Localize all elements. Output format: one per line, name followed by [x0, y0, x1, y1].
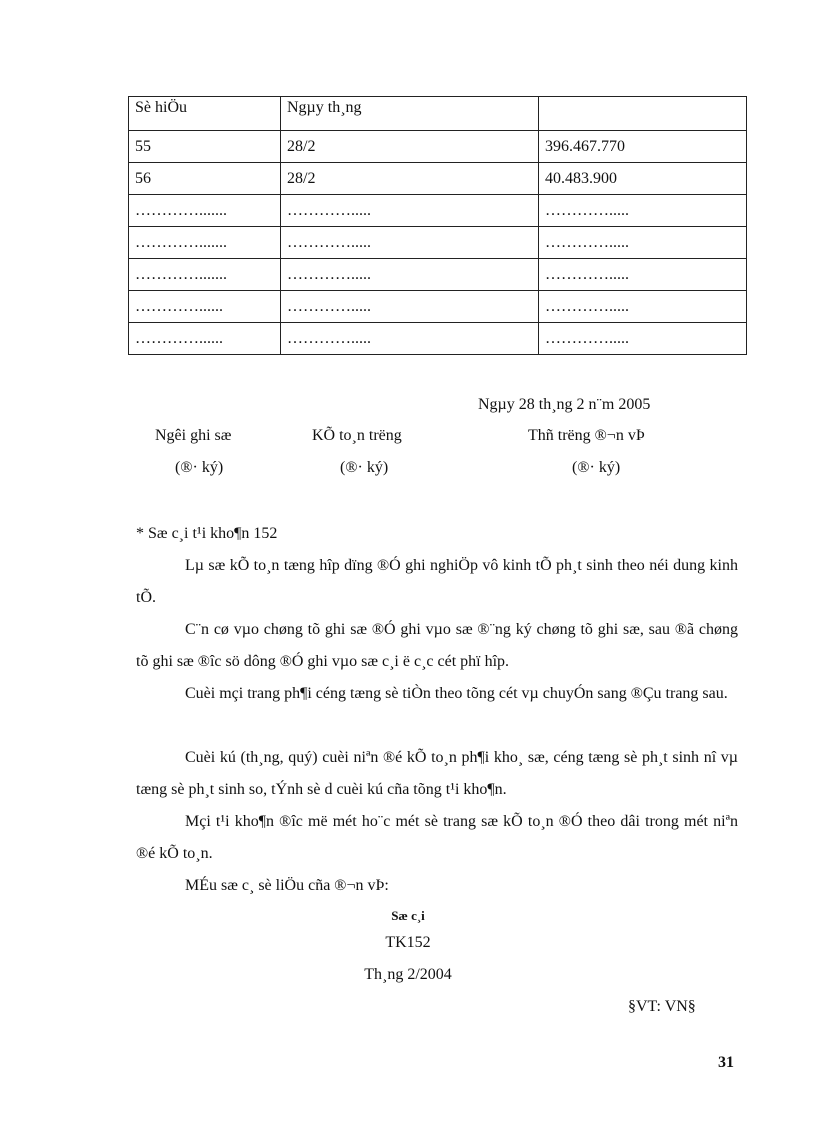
table-row	[129, 227, 747, 259]
recorder-signed-note: (®· ký)	[175, 459, 224, 476]
recorder-title: Ngêi ghi sæ	[155, 427, 232, 444]
header-amount	[539, 97, 747, 131]
table-cell: …………......	[129, 323, 281, 355]
table-header-row	[129, 97, 747, 131]
table-row	[129, 163, 747, 195]
table-cell: 28/2	[281, 163, 539, 195]
table-cell: ………….....	[281, 291, 539, 323]
table-cell: ………….....	[281, 227, 539, 259]
paragraph: Cuèi kú (th¸ng, quý) cuèi niªn ®é kÕ to¸n ph¶i kho¸ sæ, céng tæng sè ph¸t sinh nî vµ tæng sè ph¸t sinh so, tÝnh sè d cuèi kú cña tõng t¹i kho¶n.	[136, 749, 738, 798]
paragraph: MÉu sæ c¸ sè liÖu cña ®¬n vÞ:	[185, 877, 389, 894]
signature-date: Ngµy 28 th¸ng 2 n¨m 2005	[478, 396, 651, 413]
ledger-period: Th¸ng 2/2004	[364, 966, 452, 983]
paragraph: Lµ sæ kÕ to¸n tæng hîp dïng ®Ó ghi nghiÖp vô kinh tÕ ph¸t sinh theo néi dung kinh tÕ.	[136, 557, 738, 606]
table-cell: ………….....	[281, 259, 539, 291]
table-row	[129, 131, 747, 163]
table-cell: 56	[129, 163, 281, 195]
ledger-account-code: TK152	[385, 934, 431, 951]
table-row	[129, 195, 747, 227]
currency-unit: §VT: VN§	[628, 998, 696, 1015]
table-row	[129, 291, 747, 323]
table-cell: 55	[129, 131, 281, 163]
director-signed-note: (®· ký)	[572, 459, 621, 476]
chief-accountant-title: KÕ to¸n trëng	[312, 427, 402, 444]
paragraph: C¨n cø vµo chøng tõ ghi sæ ®Ó ghi vµo sæ ®¨ng ký chøng tõ ghi sæ, sau ®ã chøng tõ ghi sæ ®îc sö dông ®Ó ghi vµo sæ c¸i ë c¸c cét phï hîp.	[136, 621, 738, 670]
table-row	[129, 323, 747, 355]
table-cell: ………….......	[129, 227, 281, 259]
header-date: Ngµy th¸ng	[281, 97, 539, 131]
header-voucher-number: Sè hiÖu	[129, 97, 281, 131]
table-cell: ………….....	[539, 291, 747, 323]
section-heading: * Sæ c¸i t¹i kho¶n 152	[136, 525, 278, 542]
voucher-table	[128, 96, 747, 355]
table-cell: ………….....	[539, 195, 747, 227]
table-cell: ………….....	[539, 259, 747, 291]
table-cell: …………......	[129, 291, 281, 323]
page-number: 31	[718, 1054, 734, 1071]
chief-accountant-signed-note: (®· ký)	[340, 459, 389, 476]
paragraph: Mçi t¹i kho¶n ®îc më mét ho¨c mét sè trang sæ kÕ to¸n ®Ó theo dâi trong mét niªn ®é kÕ to¸n.	[136, 813, 738, 862]
table-cell: ………….....	[539, 227, 747, 259]
director-title: Thñ trëng ®¬n vÞ	[528, 427, 645, 444]
ledger-title: Sæ c¸i	[391, 908, 425, 923]
table-cell: ………….......	[129, 259, 281, 291]
table-cell: 40.483.900	[539, 163, 747, 195]
table-row	[129, 259, 747, 291]
table-cell: ………….....	[281, 195, 539, 227]
table-cell: 396.467.770	[539, 131, 747, 163]
table-cell: 28/2	[281, 131, 539, 163]
table-cell: ………….....	[539, 323, 747, 355]
table-cell: ………….......	[129, 195, 281, 227]
table-cell: ………….....	[281, 323, 539, 355]
paragraph: Cuèi mçi trang ph¶i céng tæng sè tiÒn theo tõng cét vµ chuyÓn sang ®Çu trang sau.	[185, 685, 728, 702]
